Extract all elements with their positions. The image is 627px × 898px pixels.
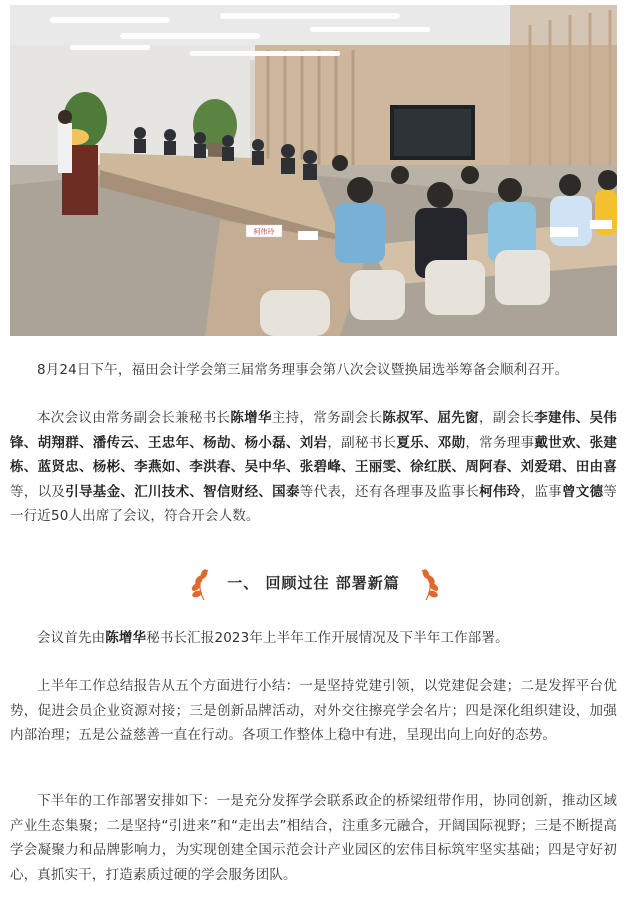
text-run: 等代表，还有各理事及监事长 bbox=[299, 483, 480, 500]
section-title: 一、 回顾过往 部署新篇 bbox=[227, 574, 400, 592]
bold-name-run: 戴世欢、张建栋、蓝贤忠、杨彬、李燕如、李洪春、吴中华、张碧峰、王丽雯、徐红朕、周阿春、刘爱珺、田由喜 bbox=[10, 434, 618, 475]
text-run: 本次会议由常务副会长兼秘书长 bbox=[37, 410, 231, 426]
intro-paragraph: 8月24日下午，福田会计学会第三届常务理事会第八次会议暨换届选举筹备会顺利召开。 bbox=[37, 362, 569, 378]
text-run: ，副会长 bbox=[479, 410, 535, 426]
text-run: 秘书长汇报2023年上半年工作开展情况及下半年工作部署。 bbox=[146, 630, 509, 646]
text-run: 等，以及 bbox=[10, 483, 66, 500]
bold-name-run: 柯伟玲 bbox=[479, 483, 521, 500]
bold-name-run: 曾文德 bbox=[561, 483, 604, 500]
attendees-paragraph bbox=[10, 406, 617, 529]
bold-name-run: 夏乐、邓勋 bbox=[396, 434, 466, 451]
bold-name-run: 陈叔军、屈先窗 bbox=[382, 410, 479, 426]
meeting-photo bbox=[10, 5, 617, 336]
text-run: 主持，常务副会长 bbox=[271, 410, 383, 426]
text-run: ，监事 bbox=[520, 483, 562, 500]
laurel-right-icon bbox=[418, 568, 442, 602]
text-run: ，副秘书长 bbox=[327, 434, 397, 451]
text-run: 会议首先由 bbox=[37, 630, 106, 646]
first-half-summary-paragraph: 上半年工作总结报告从五个方面进行小结：一是坚持党建引领，以党建促会建；二是发挥平台优势，促进会员企业资源对接；三是创新品牌活动，对外交往擦亮学会名片；四是深化组织建设，加强内部治理；五是公益慈善一直在行动。各项工作整体上稳中有进，呈现出向上向好的态势。 bbox=[10, 678, 617, 743]
bold-name-run: 引导基金、汇川技术、智信财经、国泰 bbox=[65, 483, 300, 500]
second-half-plan-paragraph: 下半年的工作部署安排如下：一是充分发挥学会联系政企的桥梁纽带作用，协同创新，推动区域产业生态集聚；二是坚持“引进来”和“走出去”相结合，注重多元融合，开阔国际视野；三是不断提高学会凝聚力和品牌影响力，为实现创建全国示范会计产业园区的宏伟目标筑牢坚实基础；四是守好初心，真抓实干，打造素质过硬的学会服务团队。 bbox=[10, 793, 617, 883]
name-card: 柯伟玲 bbox=[253, 228, 275, 236]
text-run: 等一行近50人出席了会议，符合开会人数。 bbox=[10, 483, 618, 524]
bold-name-run: 陈增华 bbox=[230, 410, 272, 426]
section-heading bbox=[10, 568, 617, 604]
bold-name-run: 陈增华 bbox=[105, 630, 147, 646]
bold-name-run: 李建伟、吴伟锋、胡翔群、潘传云、王忠年、杨劼、杨小磊、刘岩 bbox=[10, 410, 617, 451]
text-run: ，常务理事 bbox=[465, 434, 535, 451]
report-intro-paragraph bbox=[10, 626, 617, 651]
